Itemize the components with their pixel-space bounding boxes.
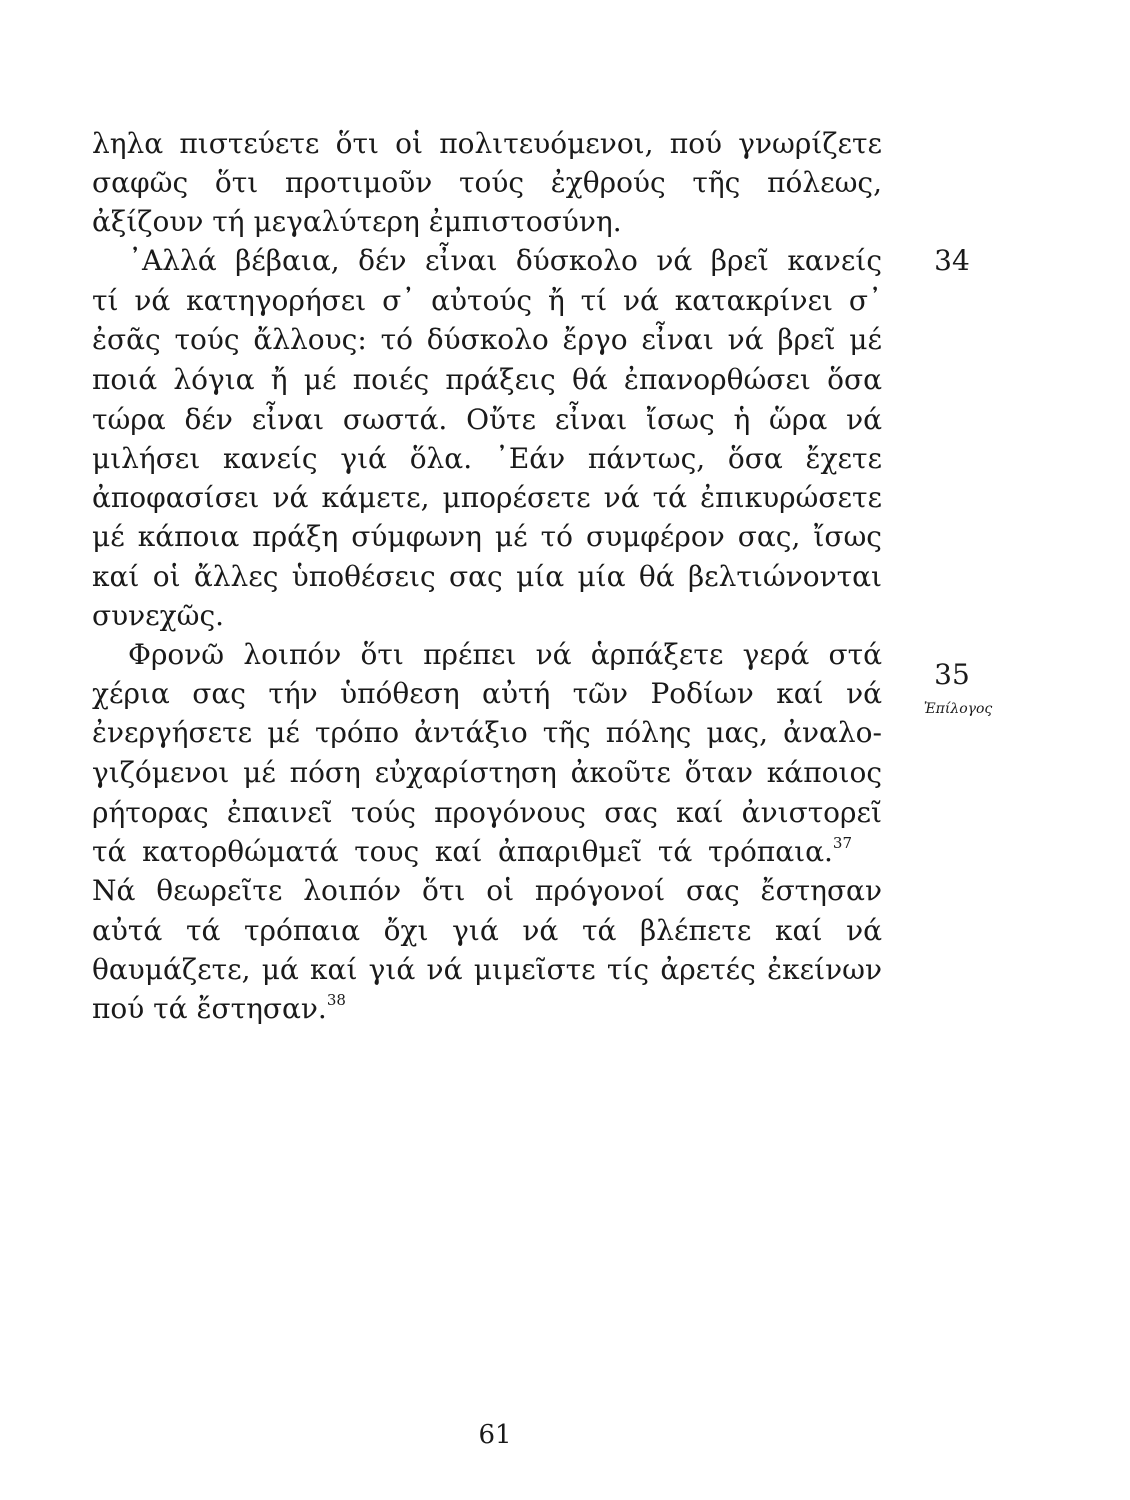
text-line: ρήτορας ἐπαινεῖ τούς προγόνους σας καί ἀνιστορεῖ <box>92 796 882 829</box>
text-line: Νά θεωρεῖτε λοιπόν ὅτι οἱ πρόγονοί σας ἔστησαν <box>92 874 882 907</box>
footnote-marker: 37 <box>832 834 852 852</box>
section-number-34: 34 <box>934 244 970 277</box>
text-line: τώρα δέν εἶναι σωστά. Οὔτε εἶναι ἴσως ἡ ὥρα νά <box>92 403 882 436</box>
text-line: ἀποφασίσει νά κάμετε, μπορέσετε νά τά ἐπικυρώσετε <box>92 481 882 514</box>
text-line-with-footnote <box>92 833 852 871</box>
text-segment: πού τά ἔστησαν. <box>92 992 327 1025</box>
text-line: ἐνεργήσετε μέ τρόπο ἀντάξιο τῆς πόλης μας, ἀναλο- <box>92 716 882 749</box>
text-line: ἐσᾶς τούς ἄλλους: τό δύσκολο ἔργο εἶναι νά βρεῖ μέ <box>92 323 882 356</box>
text-line: θαυμάζετε, μά καί γιά νά μιμεῖστε τίς ἀρετές ἐκείνων <box>92 953 882 986</box>
page-number: 61 <box>478 1420 512 1450</box>
text-line: σαφῶς ὅτι προτιμοῦν τούς ἐχθρούς τῆς πόλεως, <box>92 166 882 199</box>
text-line: τί νά κατηγορήσει σ᾿ αὐτούς ἤ τί νά κατακρίνει σ᾿ <box>92 284 882 317</box>
paragraph-start-line: Φρονῶ λοιπόν ὅτι πρέπει νά ἁρπάξετε γερά στά <box>128 638 882 671</box>
text-line: ληλα πιστεύετε ὅτι οἱ πολιτευόμενοι, πού γνωρίζετε <box>92 127 882 160</box>
text-line: γιζόμενοι μέ πόση εὐχαρίστηση ἀκοῦτε ὅταν κάποιος <box>92 756 882 789</box>
text-line: συνεχῶς. <box>92 599 225 632</box>
text-line: μέ κάποια πράξη σύμφωνη μέ τό συμφέρον σας, ἴσως <box>92 520 882 553</box>
footnote-marker: 38 <box>326 991 346 1009</box>
text-line: καί οἱ ἄλλες ὑποθέσεις σας μία μία θά βελτιώνονται <box>92 560 882 593</box>
text-line: ποιά λόγια ἤ μέ ποιές πράξεις θά ἐπανορθώσει ὅσα <box>92 363 882 396</box>
text-line-with-footnote <box>92 990 882 1028</box>
text-line: αὐτά τά τρόπαια ὄχι γιά νά τά βλέπετε καί νά <box>92 914 882 947</box>
text-line: χέρια σας τήν ὑπόθεση αὐτή τῶν Ροδίων καί νά <box>92 677 882 710</box>
section-number-35: 35 <box>934 658 970 691</box>
margin-heading-epilogue: Ἐπίλογος <box>923 701 993 717</box>
paragraph-start-line: ᾿Αλλά βέβαια, δέν εἶναι δύσκολο νά βρεῖ κανείς <box>128 244 882 277</box>
text-segment: τά κατορθώματά τους καί ἀπαριθμεῖ τά τρόπαια. <box>92 835 833 868</box>
text-line: ἀξίζουν τή μεγαλύτερη ἐμπιστοσύνη. <box>92 205 622 238</box>
text-line: μιλήσει κανείς γιά ὅλα. ᾿Εάν πάντως, ὅσα ἔχετε <box>92 442 882 475</box>
